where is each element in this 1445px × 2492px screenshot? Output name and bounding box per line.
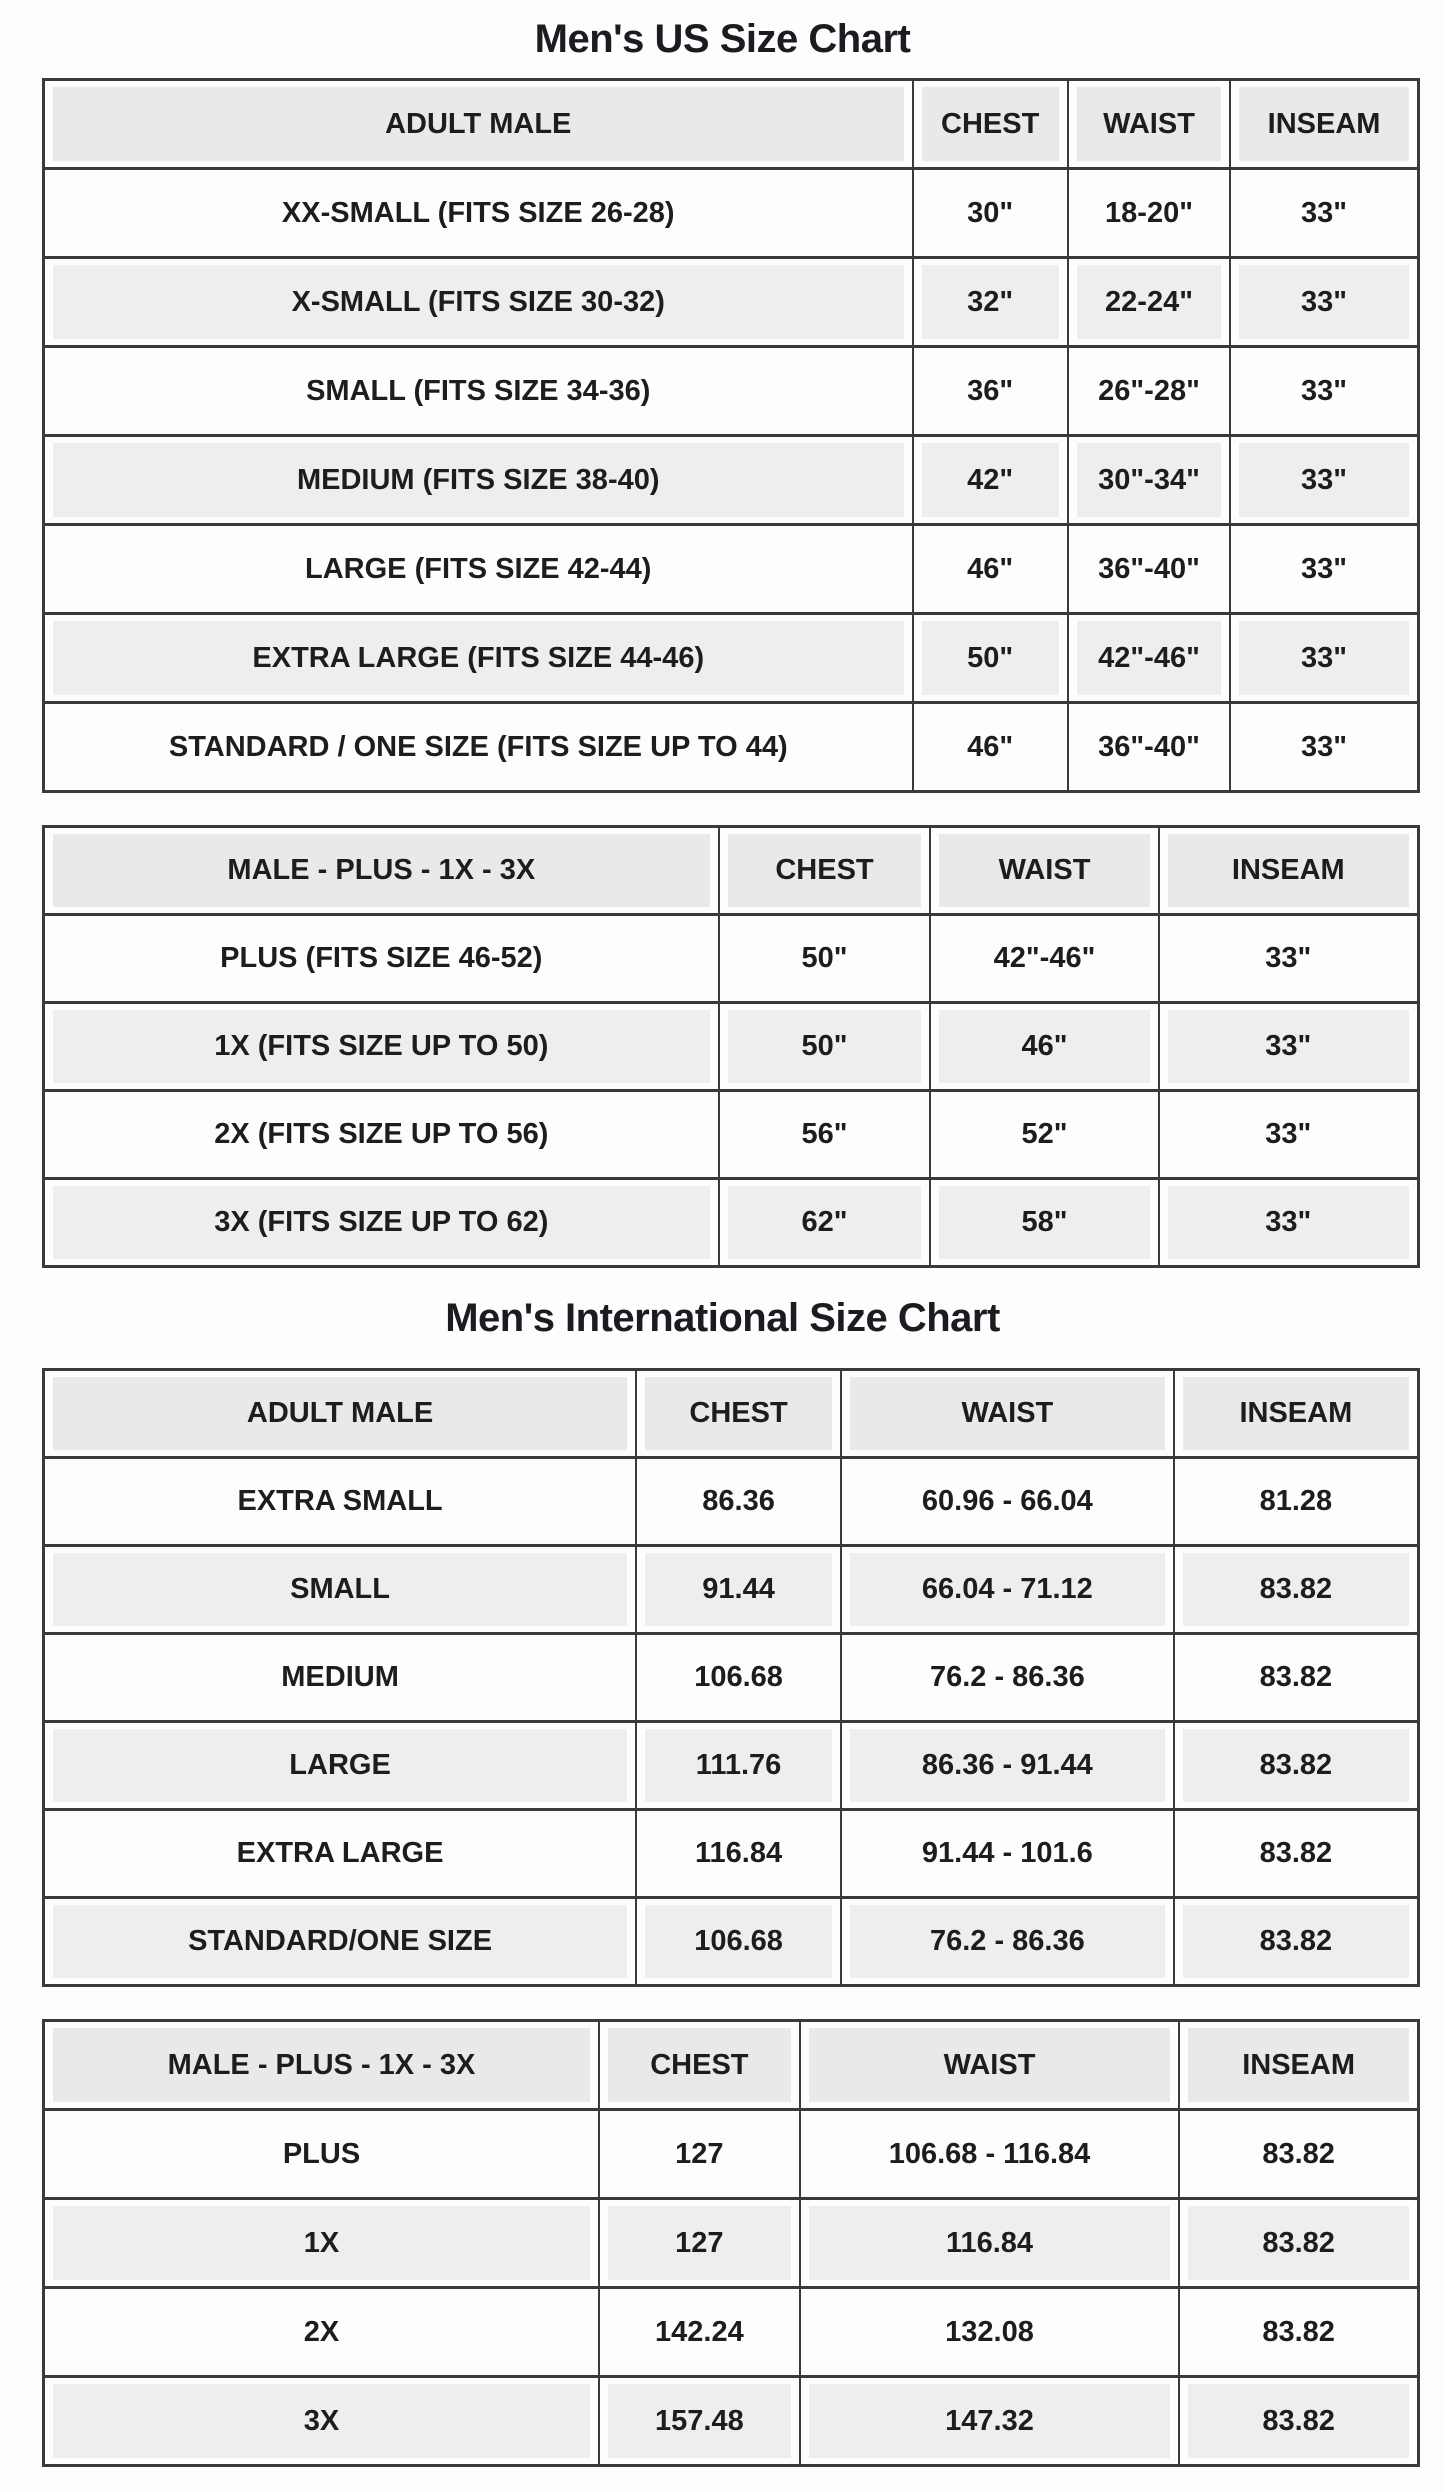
size-label-cell: 2X xyxy=(44,2288,600,2377)
us-chart-title-block xyxy=(0,0,1445,78)
table-header-row xyxy=(44,827,1419,915)
table-row xyxy=(44,169,1419,258)
measurement-column-header: CHEST xyxy=(599,2021,800,2110)
size-label-cell: EXTRA LARGE (FITS SIZE 44-46) xyxy=(44,614,913,703)
size-label-cell: 3X (FITS SIZE UP TO 62) xyxy=(44,1179,719,1267)
measurement-value-cell: 83.82 xyxy=(1174,1898,1419,1986)
table-row xyxy=(44,2377,1419,2466)
measurement-value-cell: 33" xyxy=(1159,1179,1419,1267)
measurement-value-cell: 36"-40" xyxy=(1068,525,1230,614)
measurement-value-cell: 42" xyxy=(913,436,1068,525)
measurement-column-header: WAIST xyxy=(930,827,1158,915)
measurement-value-cell: 76.2 - 86.36 xyxy=(841,1898,1174,1986)
measurement-value-cell: 36" xyxy=(913,347,1068,436)
table-row xyxy=(44,1810,1419,1898)
size-column-header: MALE - PLUS - 1X - 3X xyxy=(44,2021,600,2110)
measurement-value-cell: 33" xyxy=(1230,703,1418,792)
table-row xyxy=(44,1091,1419,1179)
size-label-cell: LARGE xyxy=(44,1722,637,1810)
measurement-value-cell: 46" xyxy=(913,703,1068,792)
measurement-value-cell: 83.82 xyxy=(1179,2110,1418,2199)
table-row xyxy=(44,2199,1419,2288)
us-adult-size-table xyxy=(42,78,1420,793)
table-header-row xyxy=(44,80,1419,169)
measurement-value-cell: 42"-46" xyxy=(930,915,1158,1003)
measurement-value-cell: 50" xyxy=(719,915,931,1003)
measurement-column-header: WAIST xyxy=(1068,80,1230,169)
table-row xyxy=(44,1898,1419,1986)
measurement-value-cell: 18-20" xyxy=(1068,169,1230,258)
measurement-value-cell: 30" xyxy=(913,169,1068,258)
size-label-cell: STANDARD / ONE SIZE (FITS SIZE UP TO 44) xyxy=(44,703,913,792)
table-row xyxy=(44,915,1419,1003)
measurement-value-cell: 33" xyxy=(1230,525,1418,614)
size-label-cell: PLUS (FITS SIZE 46-52) xyxy=(44,915,719,1003)
measurement-value-cell: 33" xyxy=(1230,614,1418,703)
size-label-cell: 2X (FITS SIZE UP TO 56) xyxy=(44,1091,719,1179)
measurement-value-cell: 22-24" xyxy=(1068,258,1230,347)
us-chart-title: Men's US Size Chart xyxy=(534,16,911,61)
table-row xyxy=(44,1179,1419,1267)
measurement-value-cell: 86.36 xyxy=(636,1458,841,1546)
table-row xyxy=(44,436,1419,525)
size-label-cell: STANDARD/ONE SIZE xyxy=(44,1898,637,1986)
measurement-value-cell: 52" xyxy=(930,1091,1158,1179)
measurement-column-header: CHEST xyxy=(913,80,1068,169)
measurement-value-cell: 33" xyxy=(1159,915,1419,1003)
measurement-value-cell: 26"-28" xyxy=(1068,347,1230,436)
size-label-cell: MEDIUM xyxy=(44,1634,637,1722)
size-label-cell: 1X xyxy=(44,2199,600,2288)
measurement-value-cell: 86.36 - 91.44 xyxy=(841,1722,1174,1810)
international-plus-size-table xyxy=(42,2019,1420,2467)
measurement-value-cell: 76.2 - 86.36 xyxy=(841,1634,1174,1722)
table-row xyxy=(44,1546,1419,1634)
measurement-value-cell: 83.82 xyxy=(1174,1722,1419,1810)
table-row xyxy=(44,1634,1419,1722)
us-plus-size-table xyxy=(42,825,1420,1268)
measurement-value-cell: 46" xyxy=(913,525,1068,614)
table-row xyxy=(44,2110,1419,2199)
measurement-value-cell: 33" xyxy=(1230,436,1418,525)
table-row xyxy=(44,1458,1419,1546)
size-label-cell: 1X (FITS SIZE UP TO 50) xyxy=(44,1003,719,1091)
measurement-column-header: INSEAM xyxy=(1230,80,1418,169)
size-column-header: ADULT MALE xyxy=(44,80,913,169)
table-row xyxy=(44,1003,1419,1091)
size-label-cell: LARGE (FITS SIZE 42-44) xyxy=(44,525,913,614)
measurement-value-cell: 132.08 xyxy=(800,2288,1180,2377)
measurement-value-cell: 83.82 xyxy=(1174,1634,1419,1722)
measurement-column-header: CHEST xyxy=(636,1370,841,1458)
measurement-value-cell: 106.68 xyxy=(636,1898,841,1986)
measurement-value-cell: 42"-46" xyxy=(1068,614,1230,703)
measurement-value-cell: 91.44 - 101.6 xyxy=(841,1810,1174,1898)
size-label-cell: SMALL xyxy=(44,1546,637,1634)
measurement-value-cell: 83.82 xyxy=(1174,1810,1419,1898)
size-label-cell: X-SMALL (FITS SIZE 30-32) xyxy=(44,258,913,347)
measurement-value-cell: 83.82 xyxy=(1174,1546,1419,1634)
measurement-value-cell: 83.82 xyxy=(1179,2377,1418,2466)
measurement-value-cell: 36"-40" xyxy=(1068,703,1230,792)
table-header-row xyxy=(44,1370,1419,1458)
measurement-value-cell: 116.84 xyxy=(636,1810,841,1898)
measurement-value-cell: 60.96 - 66.04 xyxy=(841,1458,1174,1546)
measurement-value-cell: 116.84 xyxy=(800,2199,1180,2288)
international-adult-size-table xyxy=(42,1368,1420,1987)
size-label-cell: EXTRA LARGE xyxy=(44,1810,637,1898)
measurement-value-cell: 33" xyxy=(1230,169,1418,258)
size-column-header: ADULT MALE xyxy=(44,1370,637,1458)
measurement-value-cell: 33" xyxy=(1230,258,1418,347)
measurement-column-header: INSEAM xyxy=(1174,1370,1419,1458)
measurement-column-header: INSEAM xyxy=(1159,827,1419,915)
measurement-value-cell: 147.32 xyxy=(800,2377,1180,2466)
measurement-value-cell: 58" xyxy=(930,1179,1158,1267)
table-row xyxy=(44,347,1419,436)
table-row xyxy=(44,614,1419,703)
measurement-value-cell: 106.68 xyxy=(636,1634,841,1722)
measurement-value-cell: 142.24 xyxy=(599,2288,800,2377)
measurement-value-cell: 83.82 xyxy=(1179,2199,1418,2288)
measurement-value-cell: 111.76 xyxy=(636,1722,841,1810)
measurement-value-cell: 33" xyxy=(1159,1091,1419,1179)
measurement-value-cell: 62" xyxy=(719,1179,931,1267)
measurement-value-cell: 30"-34" xyxy=(1068,436,1230,525)
measurement-value-cell: 32" xyxy=(913,258,1068,347)
table-row xyxy=(44,2288,1419,2377)
measurement-column-header: WAIST xyxy=(841,1370,1174,1458)
measurement-value-cell: 50" xyxy=(719,1003,931,1091)
international-size-chart-section xyxy=(0,1268,1445,2467)
size-label-cell: 3X xyxy=(44,2377,600,2466)
measurement-value-cell: 83.82 xyxy=(1179,2288,1418,2377)
table-row xyxy=(44,703,1419,792)
measurement-column-header: INSEAM xyxy=(1179,2021,1418,2110)
international-chart-title: Men's International Size Chart xyxy=(445,1295,1000,1340)
table-row xyxy=(44,525,1419,614)
size-label-cell: EXTRA SMALL xyxy=(44,1458,637,1546)
measurement-value-cell: 106.68 - 116.84 xyxy=(800,2110,1180,2199)
measurement-value-cell: 81.28 xyxy=(1174,1458,1419,1546)
measurement-column-header: CHEST xyxy=(719,827,931,915)
size-label-cell: XX-SMALL (FITS SIZE 26-28) xyxy=(44,169,913,258)
table-row xyxy=(44,1722,1419,1810)
size-label-cell: SMALL (FITS SIZE 34-36) xyxy=(44,347,913,436)
measurement-value-cell: 91.44 xyxy=(636,1546,841,1634)
table-header-row xyxy=(44,2021,1419,2110)
measurement-value-cell: 66.04 - 71.12 xyxy=(841,1546,1174,1634)
size-column-header: MALE - PLUS - 1X - 3X xyxy=(44,827,719,915)
measurement-value-cell: 50" xyxy=(913,614,1068,703)
size-label-cell: MEDIUM (FITS SIZE 38-40) xyxy=(44,436,913,525)
measurement-value-cell: 127 xyxy=(599,2199,800,2288)
table-row xyxy=(44,258,1419,347)
measurement-value-cell: 127 xyxy=(599,2110,800,2199)
measurement-value-cell: 157.48 xyxy=(599,2377,800,2466)
measurement-value-cell: 33" xyxy=(1230,347,1418,436)
measurement-column-header: WAIST xyxy=(800,2021,1180,2110)
international-chart-title-block xyxy=(0,1268,1445,1368)
size-label-cell: PLUS xyxy=(44,2110,600,2199)
measurement-value-cell: 56" xyxy=(719,1091,931,1179)
measurement-value-cell: 33" xyxy=(1159,1003,1419,1091)
measurement-value-cell: 46" xyxy=(930,1003,1158,1091)
